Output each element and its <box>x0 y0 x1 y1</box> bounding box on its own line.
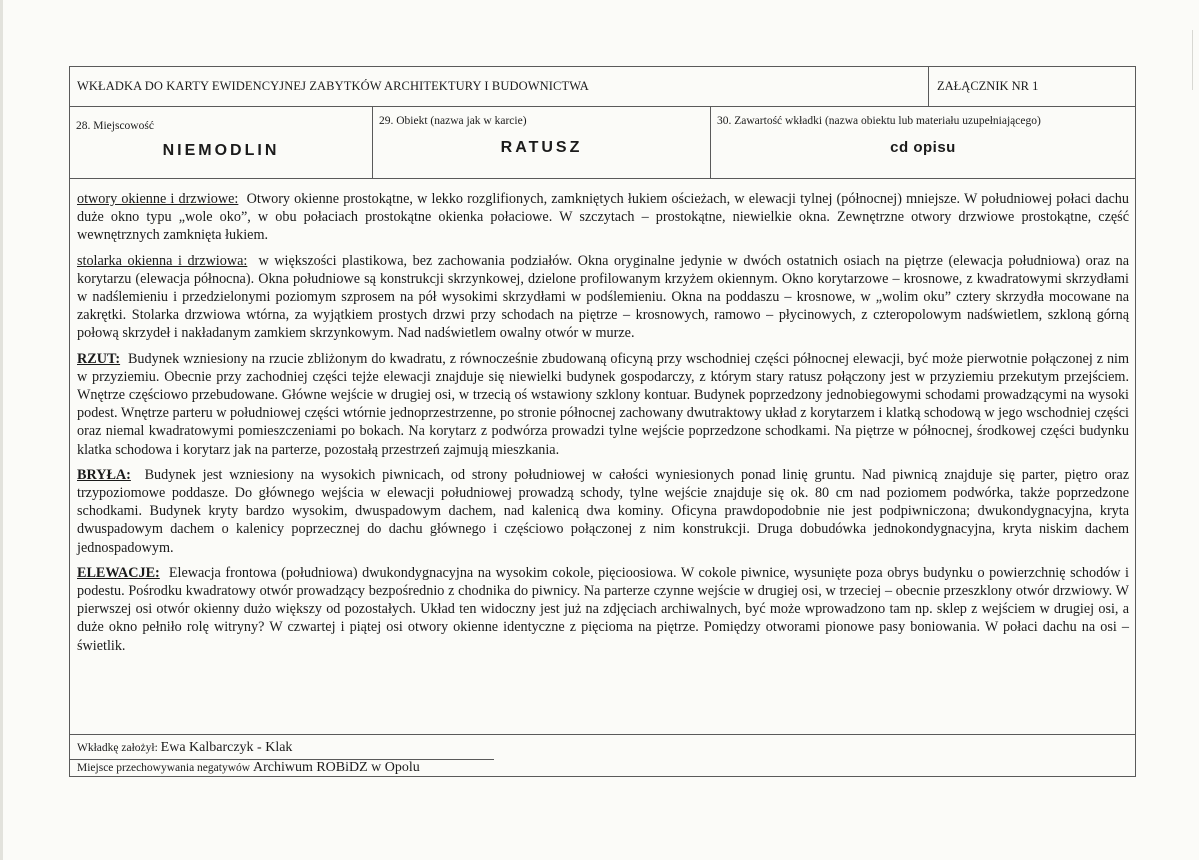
field-label: 29. Obiekt (nazwa jak w karcie) <box>379 115 527 127</box>
section-openings <box>77 190 1129 245</box>
section-label: ELEWACJE: <box>77 564 160 581</box>
description-body <box>77 190 1129 662</box>
author-label: Wkładkę założył: <box>77 742 158 754</box>
field-object <box>372 107 710 178</box>
section-plan <box>77 350 1129 459</box>
annex-number: ZAŁĄCZNIK NR 1 <box>937 79 1039 93</box>
section-text: Otwory okienne prostokątne, w lekko rozglifionych, zamkniętych łukiem ościeżach, w elewacji tylnej (północnej) mniejsze. W południowej połaci dachu duże okno typu „wole oko”, w obu połaciach prostokątne okienka połaciowe. W szczytach – prostokątne, niewielkie okna. Zewnętrzne otwory drzwiowe prostokątne, część wewnętrznych zamknięta łukiem. <box>77 191 1129 244</box>
field-locality <box>70 107 372 178</box>
field-value: RATUSZ <box>500 139 583 156</box>
field-content <box>710 107 1135 178</box>
section-text: Elewacja frontowa (południowa) dwukondygnacyjna na wysokim cokole, pięcioosiowa. W cokole piwnice, wysunięte poza obrys budynku o powierzchnię schodów i podestu. Pośrodku kwadratowy otwór prowadzący bezpośrednio z chodnika do piwnicy. Na parterze czynne wejście w drugiej osi, w trzeciej – obecnie przeszklony otwór drzwiowy. W pierwszej osi otwór okienny dużo większy od pozostałych. Układ ten widoczny jest już na zdjęciach archiwalnych, być może wprowadzono tam np. sklep z wejściem w drugiej osi, a duże okno pełniło rolę witryny? W czwartej i piątej osi otwory okienne identyczne z pięcioma na piętrze. Pomiędzy otworami pionowe pasy boniowania. W połaci dachu na osi – świetlik. <box>77 564 1130 654</box>
author-name: Ewa Kalbarczyk - Klak <box>160 740 293 755</box>
author-line <box>77 740 292 756</box>
section-text: Budynek jest wzniesiony na wysokich piwnicach, od strony południowej w całości wyniesionych ponad linię gruntu. Nad piwnicą znajduje się parter, piętro oraz trzypoziomowe poddasze. Do głównego wejścia w elewacji południowej prowadzą schody, tylne wejście znajduje się ok. 80 cm nad poziomem podwórka, także poprzedzone schodkami. Budynek kryty bardzo wysokim, dwuspadowym dachem, nad kalenicą dwa kominy. Oficyna prawdopodobnie nie jest podpiwniczona; dwukondygnacyjna, kryta dwuspadowym dachem o kalenicy poprzecznej do dachu głównego i częściowo połączonej z nim konstrukcji. Druga dobudówka jednokondygnacyjna, kryta niskim dachem jednospadowym. <box>77 466 1130 556</box>
section-label: otwory okienne i drzwiowe: <box>77 191 239 207</box>
negatives-label: Miejsce przechowywania negatywów <box>77 762 251 774</box>
scan-mark <box>1192 30 1193 90</box>
field-label: 28. Miejscowość <box>76 120 154 132</box>
field-label: 30. Zawartość wkładki (nazwa obiektu lub materiału uzupełniającego) <box>717 115 1041 127</box>
field-value: cd opisu <box>890 139 956 156</box>
insert-card <box>69 66 1136 777</box>
field-value: NIEMODLIN <box>162 142 280 159</box>
section-label: stolarka okienna i drzwiowa: <box>77 252 248 269</box>
section-elevations <box>77 564 1129 655</box>
section-text: w większości plastikowa, bez zachowania podziałów. Okna oryginalne jedynie w dwóch ostatnich osiach na piętrze (elewacja południowa) oraz na korytarzu (elewacja północna). Okna południowe są konstrukcji skrzynkowej, dzielone profilowanym krzyżem okiennym. Okno korytarzowe – krosnowe, z kwadratowymi skrzydłami w nadślemieniu i przedzielonymi poziomym szprosem na pół wysokimi skrzydłami w podślemieniu. Okna na poddaszu – krosnowe, w „wolim oku” cztery skrzydła mocowane na zakrętki. Stolarka drzwiowa wtórna, za wyjątkiem prostych drzwi przy schodach na piętrze – krosnowych, ramowo – płycinowych, z czteropolowym nadświetlem, szkloną górną połową skrzydeł i nakładanym zamkiem skrzynkowym. Nad nadświetlem owalny otwór w murze. <box>77 252 1129 342</box>
negatives-location: Archiwum ROBiDZ w Opolu <box>252 760 420 775</box>
card-fields <box>70 107 1135 179</box>
annex-cell <box>928 67 1135 106</box>
card-footer <box>70 734 1135 776</box>
section-label: BRYŁA: <box>77 466 131 483</box>
section-joinery <box>77 252 1129 343</box>
scan-edge <box>0 0 3 860</box>
negatives-line <box>77 760 420 776</box>
card-header <box>70 67 1135 107</box>
section-label: RZUT: <box>77 350 121 367</box>
section-text: Budynek wzniesiony na rzucie zbliżonym do kwadratu, z równocześnie zbudowaną oficyną przy wschodniej części północnej elewacji, być może pierwotnie połączonej z nim w przyziemiu. Obecnie przy zachodniej części tejże elewacji znajduje się niewielki budynek gospodarczy, z którym stary ratusz połączony jest w przyziemiu przekutym przejściem. Wnętrze częściowo przebudowane. Główne wejście w drugiej osi, w trzecią oś wstawiony szklony kontuar. Budynek poprzedzony jednobiegowymi schodami prowadzącymi na wysoki podest. Wnętrze parteru w południowej części wtórnie jednoprzestrzenne, po stronie północnej zachowany dwutraktowy układ z korytarzem i klatką schodową w jego wschodniej części oraz niemal kwadratowymi pomieszczeniami po bokach. Na korytarz z podwórza prowadzi tylne wejście poprzedzone schodkami. Na piętrze w północnej, środkowej części budynku klatka schodowa i korytarz jak na parterze, pozostałą przestrzeń zajmują mieszkania. <box>77 350 1130 458</box>
section-massing <box>77 466 1129 557</box>
card-title: WKŁADKA DO KARTY EWIDENCYJNEJ ZABYTKÓW ARCHITEKTURY I BUDOWNICTWA <box>77 79 589 93</box>
